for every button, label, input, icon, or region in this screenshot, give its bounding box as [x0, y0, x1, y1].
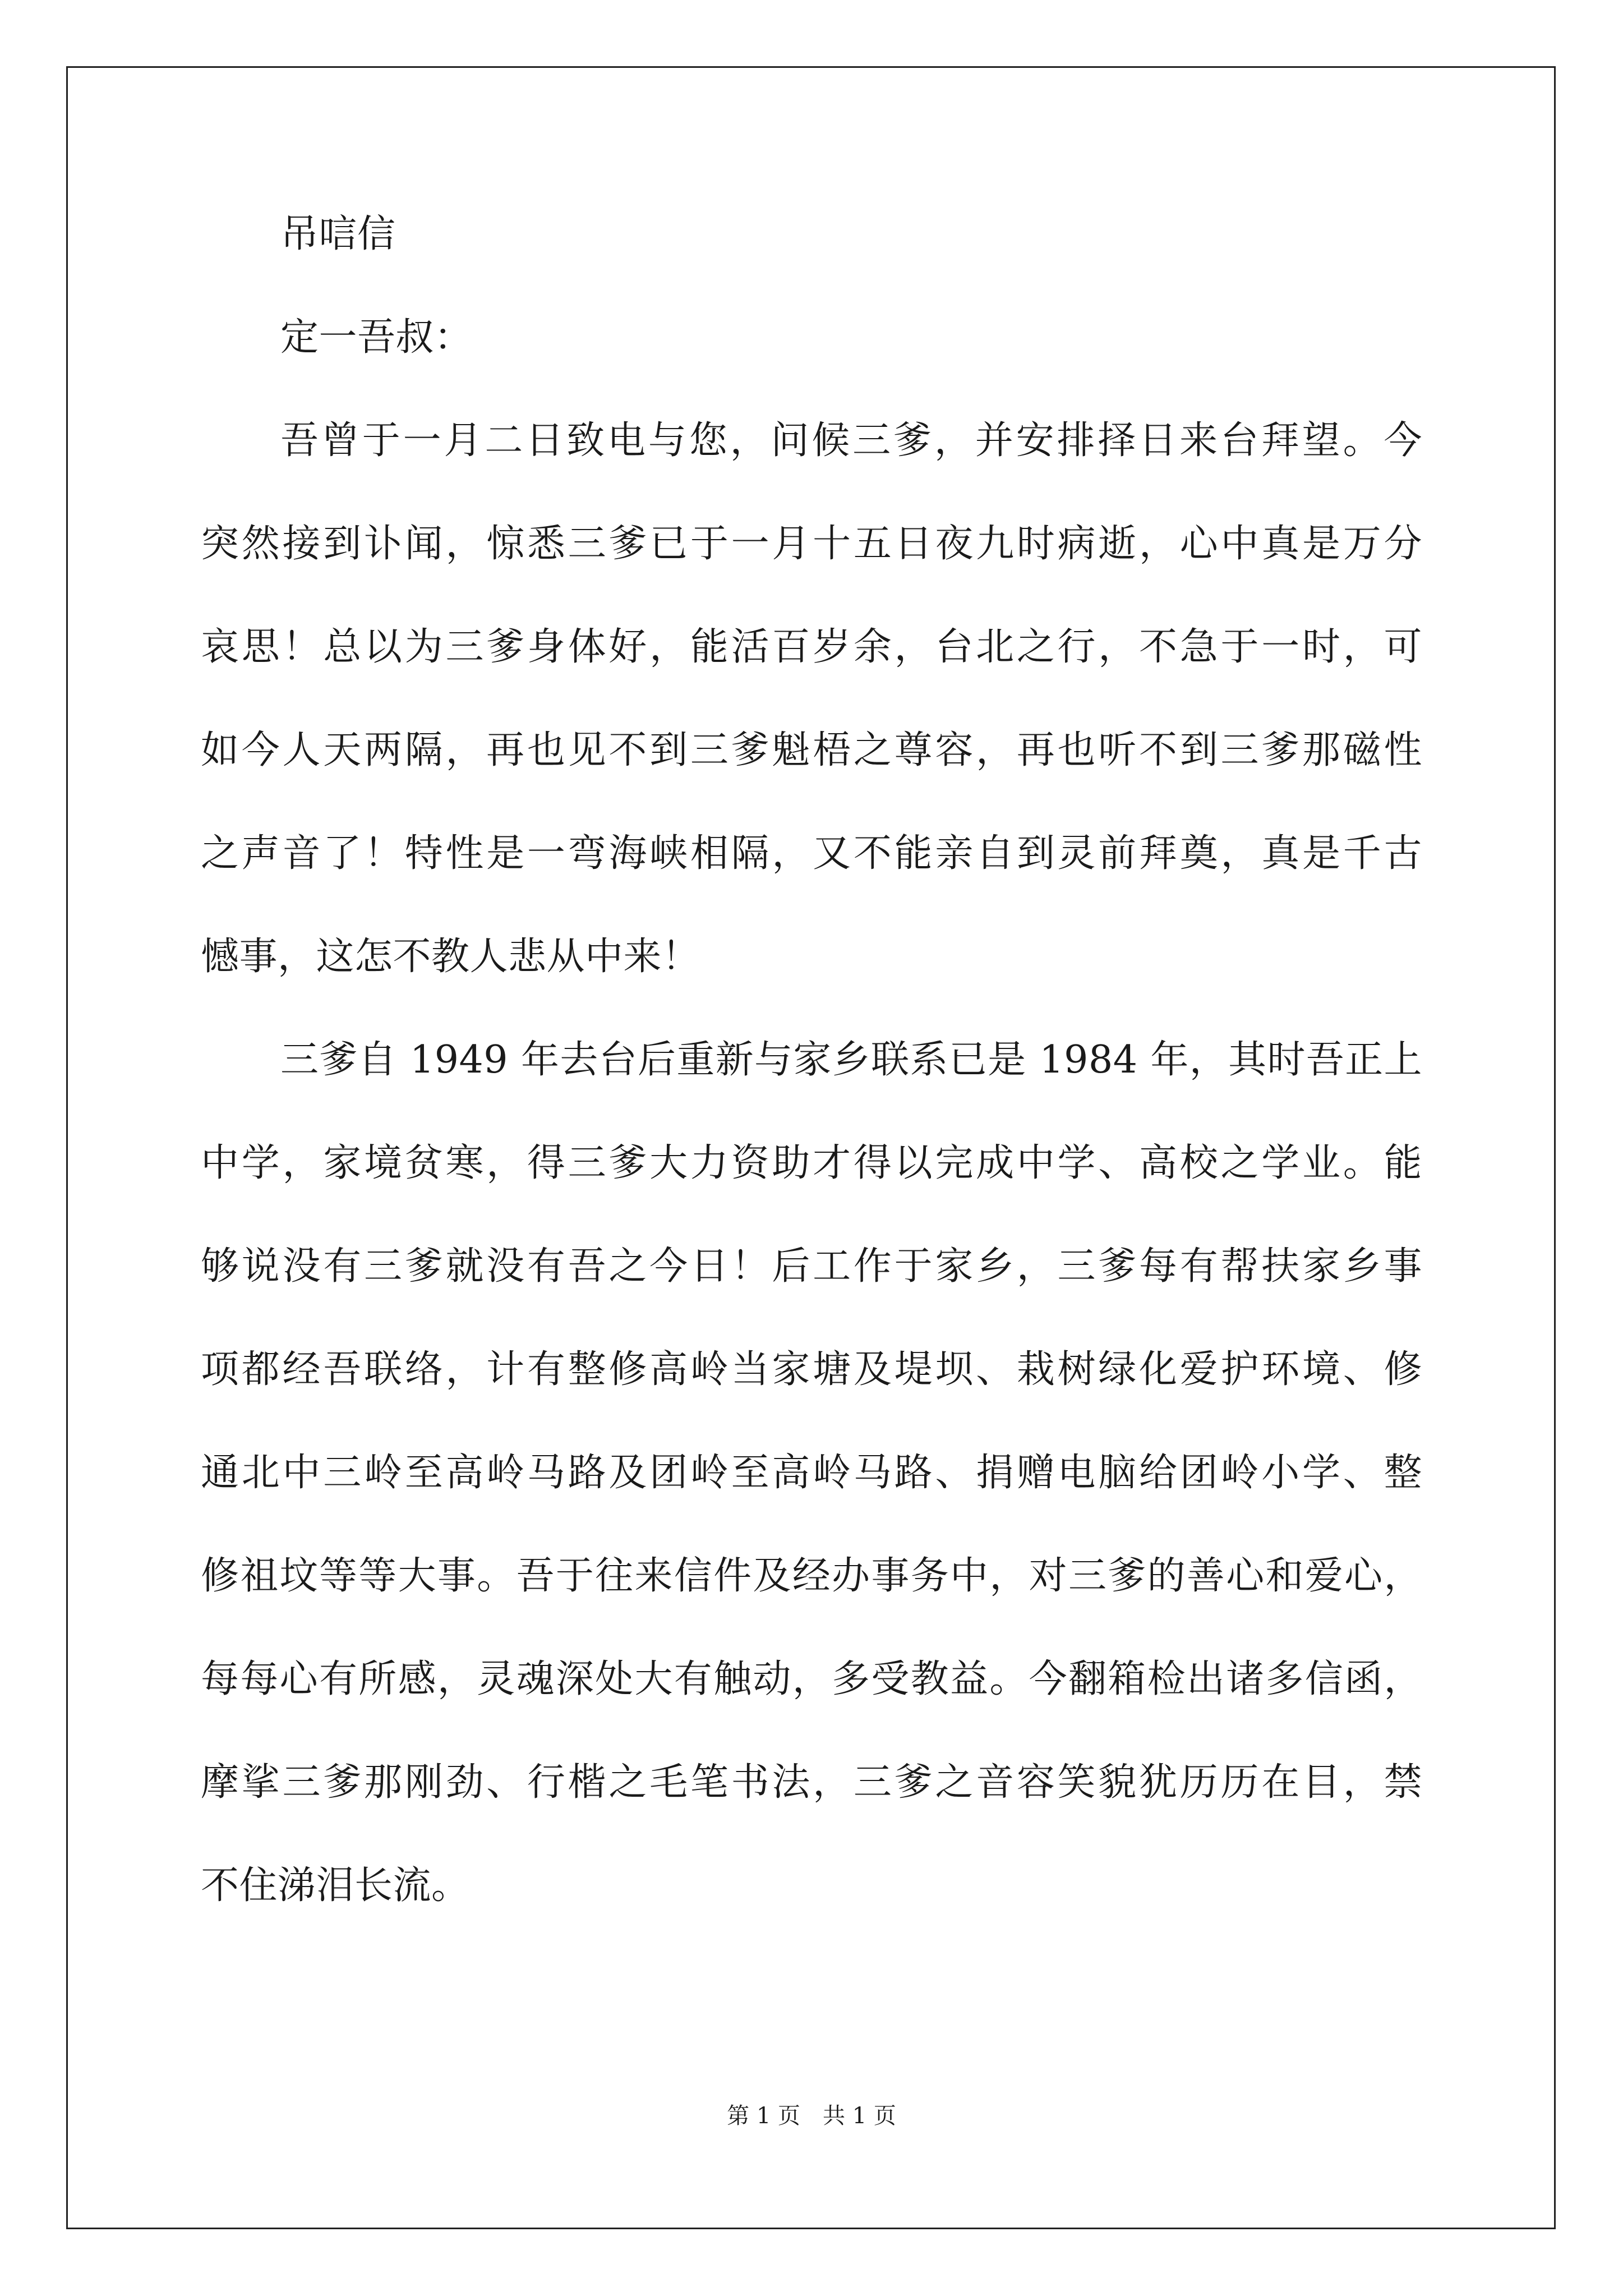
text-line: 中学，家境贫寒，得三爹大力资助才得以完成中学、高校之学业。能: [201, 1141, 1422, 1185]
text-line: 三爹自 1949 年去台后重新与家乡联系已是 1984 年，其时吾正上: [280, 1038, 1422, 1082]
text-line: 修祖坟等等大事。吾于往来信件及经办事务中，对三爹的善心和爱心，: [201, 1554, 1422, 1598]
text-line: 憾事，这怎不教人悲从中来！: [201, 935, 700, 979]
text-line: 吾曾于一月二日致电与您，问候三爹，并安排择日来台拜望。今: [280, 418, 1422, 463]
text-line: 摩挲三爹那刚劲、行楷之毛笔书法，三爹之音容笑貌犹历历在目，禁: [201, 1760, 1422, 1805]
letter-title: 吊唁信: [280, 212, 396, 256]
text-line: 突然接到讣闻，惊悉三爹已于一月十五日夜九时病逝，心中真是万分: [201, 522, 1422, 566]
text-line: 不住涕泪长流。: [201, 1864, 470, 1908]
paragraph-1: [201, 418, 1422, 979]
text-line: 项都经吾联络，计有整修高岭当家塘及堤坝、栽树绿化爱护环境、修: [201, 1347, 1422, 1392]
text-line: 够说没有三爹就没有吾之今日！后工作于家乡，三爹每有帮扶家乡事: [201, 1244, 1422, 1289]
letter-body: [201, 212, 1422, 1970]
page-footer: [0, 2105, 1623, 2127]
text-line: 通北中三岭至高岭马路及团岭至高岭马路、捐赠电脑给团岭小学、整: [201, 1451, 1422, 1495]
text-line: 每每心有所感，灵魂深处大有触动，多受教益。今翻箱检出诸多信函，: [201, 1657, 1422, 1701]
page-number: 第 1 页: [727, 2103, 800, 2129]
paragraph-2: [201, 1038, 1422, 1908]
text-line: 之声音了！特性是一弯海峡相隔，又不能亲自到灵前拜奠，真是千古: [201, 831, 1422, 876]
salutation: 定一吾叔：: [280, 315, 473, 360]
page-total: 共 1 页: [823, 2103, 896, 2129]
text-line: 哀思！总以为三爹身体好，能活百岁余，台北之行，不急于一时，可: [201, 625, 1422, 669]
text-line: 如今人天两隔，再也见不到三爹魁梧之尊容，再也听不到三爹那磁性: [201, 728, 1422, 772]
